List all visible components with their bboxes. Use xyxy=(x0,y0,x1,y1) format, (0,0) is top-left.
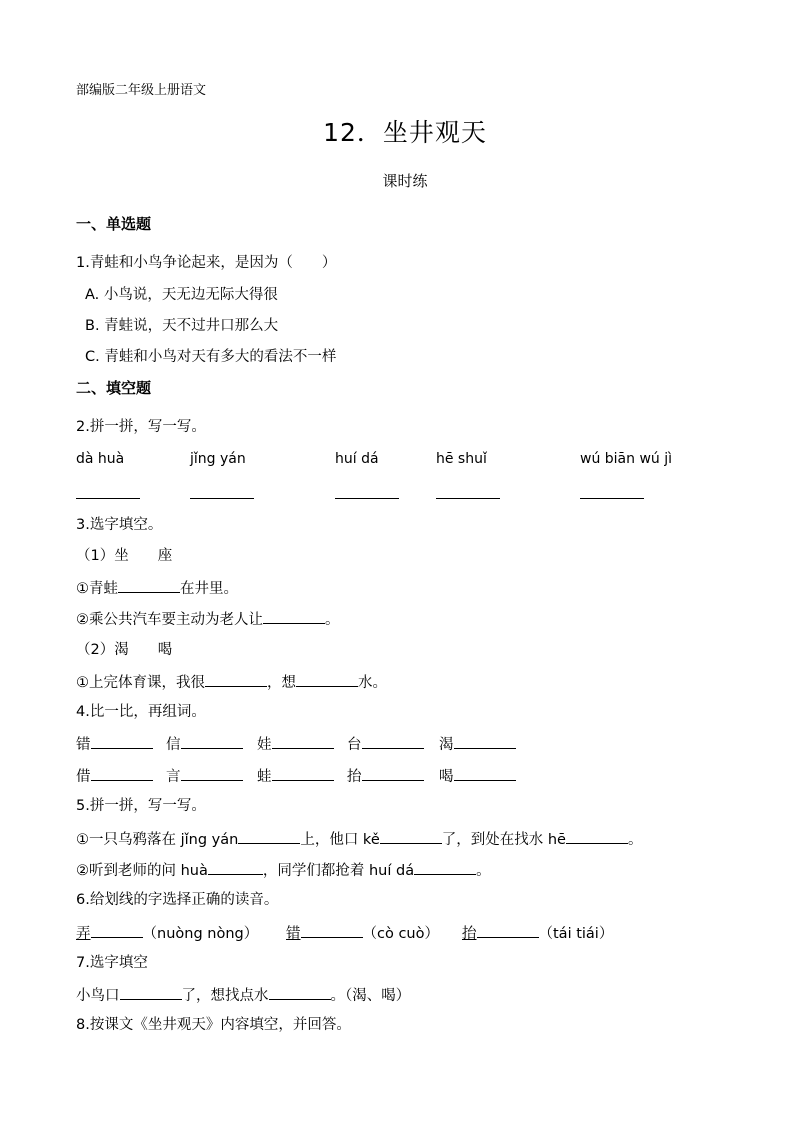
question-3-sentence-3 xyxy=(76,671,387,693)
question-3-group-1-label: （1）坐 座 xyxy=(76,548,173,564)
compare-char: 借 xyxy=(76,769,91,785)
answer-blank[interactable] xyxy=(181,765,243,781)
compare-char: 喝 xyxy=(439,769,454,785)
sentence-text: 小鸟口 xyxy=(76,988,120,1004)
sentence-text: 。 xyxy=(627,832,643,848)
sentence-text: ①上完体育课，我很 xyxy=(76,675,205,691)
question-5-stem: 5.拼一拼，写一写。 xyxy=(76,798,206,814)
answer-blank[interactable] xyxy=(454,765,516,781)
compare-char: 娃 xyxy=(257,737,272,753)
question-3-group-2-label: （2）渴 喝 xyxy=(76,642,173,658)
question-4-row-1 xyxy=(76,733,516,755)
answer-blank[interactable] xyxy=(362,765,424,781)
compare-char: 蛙 xyxy=(257,769,272,785)
page-subtitle: 课时练 xyxy=(382,172,428,190)
answer-blank[interactable] xyxy=(205,671,267,687)
answer-blank[interactable] xyxy=(91,765,153,781)
compare-char: 信 xyxy=(166,737,181,753)
answer-blank[interactable] xyxy=(263,608,325,624)
question-5-line-2 xyxy=(76,859,491,881)
answer-blank[interactable] xyxy=(118,577,180,593)
compare-char: 抬 xyxy=(347,769,362,785)
sentence-text: 在井里。 xyxy=(180,581,238,597)
answer-blank[interactable] xyxy=(208,859,263,875)
answer-blank[interactable] xyxy=(91,922,143,938)
pinyin-item: huí dá xyxy=(335,451,379,467)
answer-blank[interactable] xyxy=(362,733,424,749)
pronunciation-options: （tái tiái） xyxy=(538,926,614,942)
page-title: 12．坐井观天 xyxy=(323,118,487,147)
question-1-option-c[interactable]: C. 青蛙和小鸟对天有多大的看法不一样 xyxy=(85,349,337,365)
sentence-text: ②听到老师的问 huà xyxy=(76,863,208,879)
sentence-text: 。（渴、喝） xyxy=(330,988,411,1004)
question-6-row xyxy=(76,922,613,944)
question-3-sentence-1 xyxy=(76,577,238,599)
underlined-char: 弄 xyxy=(76,926,91,942)
answer-blank[interactable] xyxy=(272,733,334,749)
underlined-char: 错 xyxy=(286,926,301,942)
sentence-text: 。 xyxy=(476,863,491,879)
answer-blank[interactable] xyxy=(580,497,644,499)
question-1-stem: 1.青蛙和小鸟争论起来，是因为（ ） xyxy=(76,255,337,271)
sentence-text: ，同学们都抢着 huí dá xyxy=(262,863,415,879)
sentence-text: ②乘公共汽车要主动为老人让 xyxy=(76,612,263,628)
question-1-option-a[interactable]: A. 小鸟说，天无边无际大得很 xyxy=(85,287,278,303)
answer-blank[interactable] xyxy=(76,497,140,499)
question-7-sentence xyxy=(76,984,410,1006)
pinyin-item: hē shuǐ xyxy=(436,451,487,467)
question-2-stem: 2.拼一拼，写一写。 xyxy=(76,419,206,435)
answer-blank[interactable] xyxy=(269,984,331,1000)
underlined-char: 抬 xyxy=(462,926,477,942)
answer-blank[interactable] xyxy=(301,922,363,938)
answer-blank[interactable] xyxy=(272,765,334,781)
pinyin-item: wú biān wú jì xyxy=(580,451,673,467)
answer-blank[interactable] xyxy=(566,828,628,844)
sentence-text: 了，想找点水 xyxy=(181,988,269,1004)
sentence-text: 上，他口 kě xyxy=(300,832,380,848)
answer-blank[interactable] xyxy=(335,497,399,499)
answer-blank[interactable] xyxy=(380,828,442,844)
answer-blank[interactable] xyxy=(181,733,243,749)
sentence-text: 水。 xyxy=(358,675,387,691)
answer-blank[interactable] xyxy=(477,922,539,938)
question-4-stem: 4.比一比，再组词。 xyxy=(76,704,206,720)
section-single-choice: 一、单选题 xyxy=(76,215,152,233)
compare-char: 错 xyxy=(76,737,91,753)
question-8-stem: 8.按课文《坐井观天》内容填空，并回答。 xyxy=(76,1017,351,1033)
question-7-stem: 7.选字填空 xyxy=(76,955,148,971)
pronunciation-options: （cò cuò） xyxy=(362,926,439,942)
compare-char: 言 xyxy=(166,769,181,785)
compare-char: 渴 xyxy=(439,737,454,753)
pronunciation-options: （nuòng nòng） xyxy=(142,926,259,942)
sentence-text: ①青蛙 xyxy=(76,581,118,597)
answer-blank[interactable] xyxy=(190,497,254,499)
question-3-stem: 3.选字填空。 xyxy=(76,517,163,533)
sentence-text: 了，到处在找水 hē xyxy=(441,832,566,848)
section-fill-blank: 二、填空题 xyxy=(76,379,152,397)
answer-blank[interactable] xyxy=(454,733,516,749)
question-5-line-1 xyxy=(76,828,642,850)
answer-blank[interactable] xyxy=(91,733,153,749)
question-6-stem: 6.给划线的字选择正确的读音。 xyxy=(76,892,279,908)
answer-blank[interactable] xyxy=(436,497,500,499)
pinyin-item: jǐng yán xyxy=(190,451,246,467)
answer-blank[interactable] xyxy=(414,859,476,875)
question-1-option-b[interactable]: B. 青蛙说，天不过井口那么大 xyxy=(85,318,279,334)
sentence-text: ，想 xyxy=(267,675,296,691)
answer-blank[interactable] xyxy=(238,828,300,844)
pinyin-item: dà huà xyxy=(76,451,125,467)
answer-blank[interactable] xyxy=(120,984,182,1000)
sentence-text: 。 xyxy=(325,612,340,628)
sentence-text: ①一只乌鸦落在 jǐng yán xyxy=(76,832,239,848)
page-header: 部编版二年级上册语文 xyxy=(76,83,207,98)
question-4-row-2 xyxy=(76,765,516,787)
question-3-sentence-2 xyxy=(76,608,340,630)
answer-blank[interactable] xyxy=(296,671,358,687)
compare-char: 台 xyxy=(347,737,362,753)
